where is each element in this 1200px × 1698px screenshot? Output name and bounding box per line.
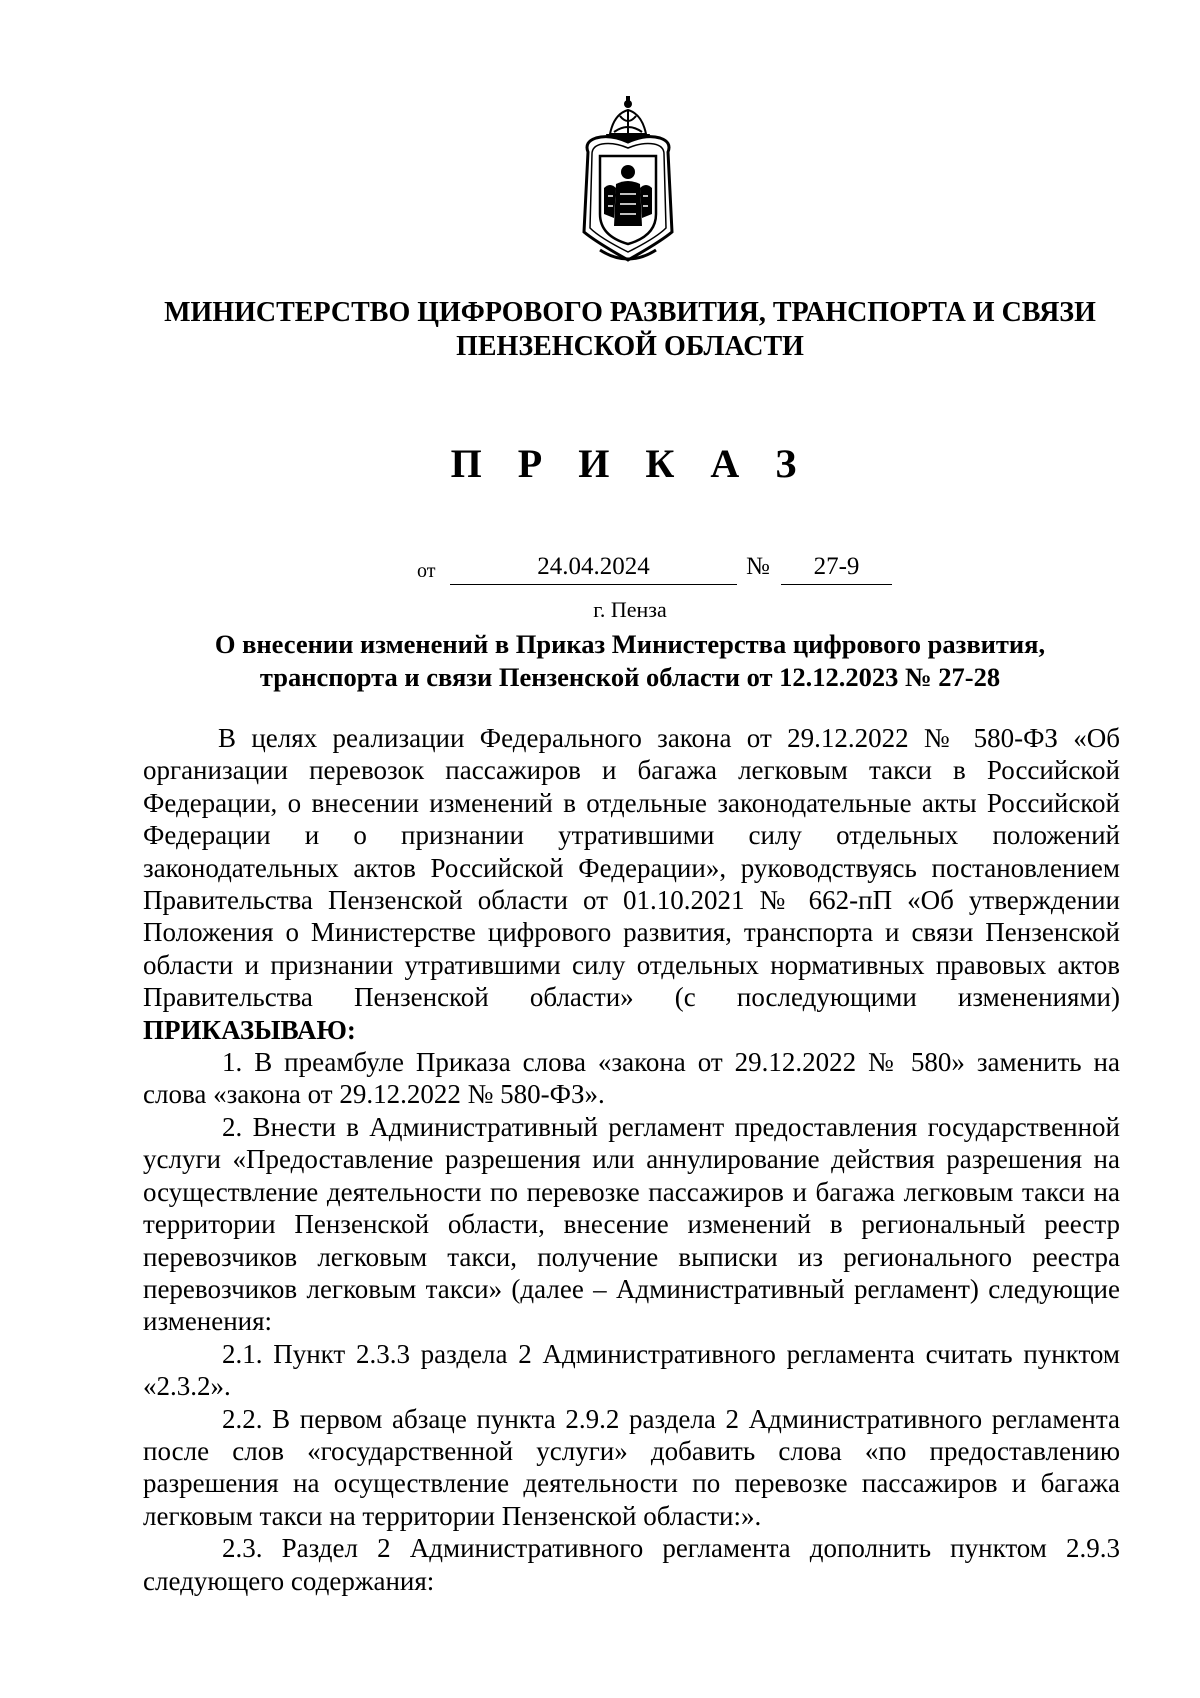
paragraph-2-2: 2.2. В первом абзаце пункта 2.9.2 раздела 2 Административного регламента после слов «государственной услуги» добавить слова «по предоставлению разрешения на осуществление деятельности по перевозке пассажиров и багажа легковым такси на территории Пензенской области:». (143, 1403, 1120, 1531)
order-number-field: 27-9 (781, 550, 892, 585)
order-title-line-1: О внесении изменений в Приказ Министерства цифрового развития, (214, 629, 1046, 659)
order-body (143, 722, 1120, 1597)
date-prefix: от (417, 560, 436, 582)
city-label: г. Пенза (593, 597, 667, 622)
paragraph-2: 2. Внести в Административный регламент предоставления государственной услуги «Предоставление разрешения или аннулирование действия разрешения на осуществление деятельности по перевозке пассажиров и багажа легковым такси на территории Пензенской области, внесение изменений в региональный реестр перевозчиков легковым такси, получение выписки из регионального реестра перевозчиков легковым такси» (далее – Административный регламент) следующие изменения: (143, 1111, 1120, 1337)
order-date-field: 24.04.2024 (450, 550, 737, 585)
order-title-line-2: транспорта и связи Пензенской области от 12.12.2023 № 27-28 (259, 662, 1001, 692)
preamble-paragraph (143, 722, 1120, 1046)
paragraph-1: 1. В преамбуле Приказа слова «закона от 29.12.2022 № 580» заменить на слова «закона от 29.12.2022 № 580-ФЗ». (143, 1047, 1120, 1110)
coat-of-arms-icon (570, 92, 686, 272)
paragraph-2-1: 2.1. Пункт 2.3.3 раздела 2 Административного регламента считать пунктом «2.3.2». (143, 1338, 1120, 1402)
number-sign: № (746, 553, 770, 580)
document-type-heading: П Р И К А З (450, 441, 810, 486)
order-command: ПРИКАЗЫВАЮ: (143, 1014, 356, 1045)
preamble-text: В целях реализации Федерального закона от 29.12.2022 № 580-ФЗ «Об организации перевозок пассажиров и багажа легковым такси в Российской Федерации, о внесении изменений в отдельные законодательные акты Российской Федерации и о признании утратившими силу отдельных положений законодательных актов Российской Федерации», руководствуясь постановлением Правительства Пензенской области от 01.10.2021 № 662-пП «Об утверждении Положения о Министерстве цифрового развития, транспорта и связи Пензенской области и признании утратившими силу отдельных нормативных правовых актов Правительства Пензенской области» (с последующими изменениями) (143, 723, 1120, 1013)
ministry-name-line-2: ПЕНЗЕНСКОЙ ОБЛАСТИ (456, 331, 804, 362)
ministry-name-line-1: МИНИСТЕРСТВО ЦИФРОВОГО РАЗВИТИЯ, ТРАНСПОРТА И СВЯЗИ (164, 297, 1096, 328)
paragraph-2-3: 2.3. Раздел 2 Административного регламента дополнить пунктом 2.9.3 следующего содержания: (143, 1533, 1120, 1596)
